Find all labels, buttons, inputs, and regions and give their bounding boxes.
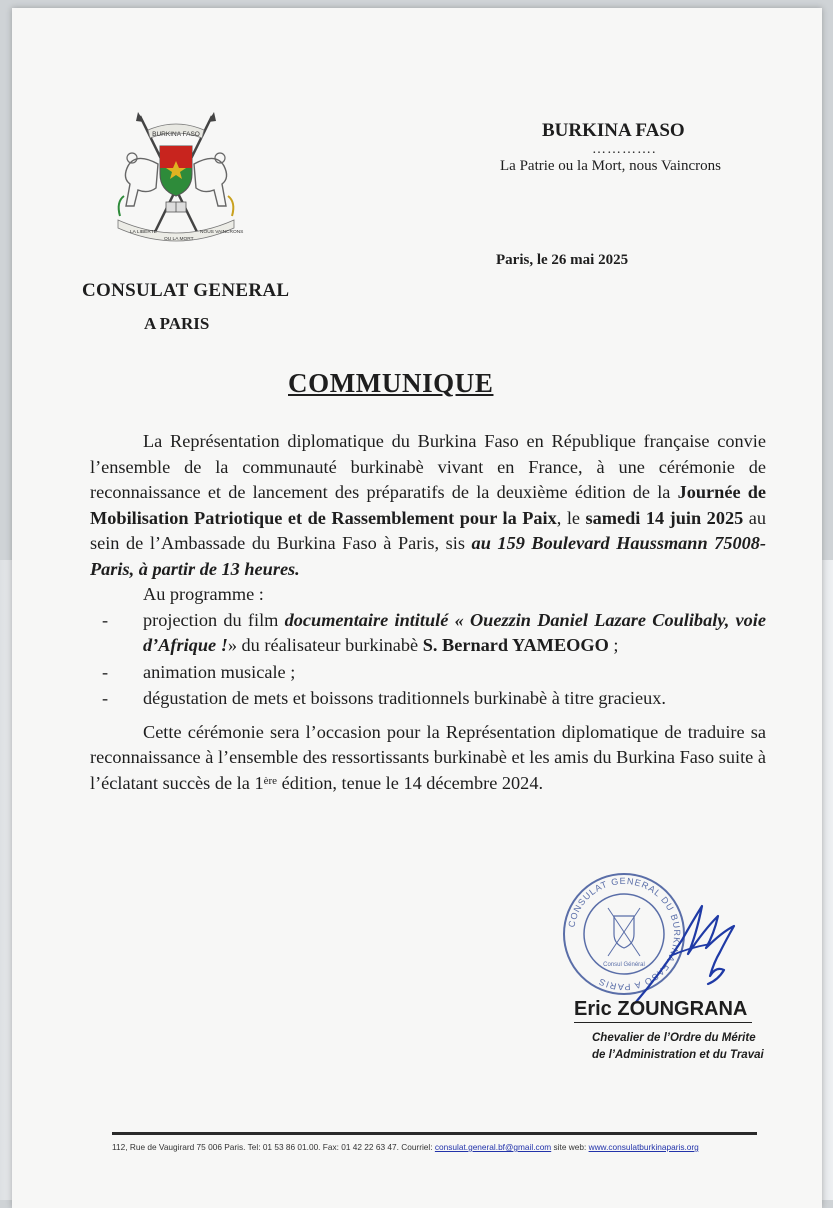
- footer-address: 112, Rue de Vaugirard 75 006 Paris. Tel: 01 53 86 01.00. Fax: 01 42 22 63 47. Courriel:: [112, 1142, 435, 1152]
- list-item: - projection du film documentaire intitulé « Ouezzin Daniel Lazare Coulibaly, voie d’Afrique !» du réalisateur burkinabè S. Bernard YAMEOGO ;: [102, 609, 767, 655]
- header-dots: ………….: [592, 142, 657, 157]
- event-venue: au 159 Boulevard Haussmann 75008-Paris, à partir de 13 heures.: [90, 533, 766, 579]
- footer-divider: [112, 1132, 757, 1135]
- item1-text-2: » du réalisateur burkinabè: [227, 635, 423, 655]
- document-date: Paris, le 26 mai 2025: [496, 252, 629, 268]
- document-body: [90, 429, 766, 796]
- signatory-name: Eric ZOUNGRANA: [574, 998, 748, 1020]
- country-name: BURKINA FASO: [542, 120, 685, 141]
- emblem-ribbon-mid: OU LA MORT: [164, 237, 194, 242]
- national-motto: La Patrie ou la Mort, nous Vaincrons: [500, 158, 721, 174]
- para2-text-2: édition, tenue le 14 décembre 2024.: [277, 772, 544, 793]
- emblem-banner-text: BURKINA FASO: [152, 131, 200, 138]
- item1-text: projection du film: [143, 609, 285, 630]
- para1-text-1: La Représentation diplomatique du Burkina Faso en République française convie l’ensemble de la communauté burkinabè vivant en France, à une cérémonie de reconnaissance et de lancement des préparatifs de la deuxième édition de la: [90, 431, 766, 502]
- handwritten-signature: [630, 896, 740, 1006]
- list-item: - dégustation de mets et boissons traditionnels burkinabè à titre gracieux.: [102, 688, 666, 708]
- paragraph-closing: [90, 720, 766, 797]
- issuer-line-1: CONSULAT GENERAL: [82, 280, 290, 301]
- programme-heading: Au programme :: [143, 584, 264, 604]
- director-name: S. Bernard YAMEOGO: [422, 635, 609, 655]
- paragraph-invitation: [90, 429, 766, 582]
- para2-text-1: Cette cérémonie sera l’occasion pour la Représentation diplomatique de traduire sa reconnaissance à l’ensemble des ressortissants burkinabè et les amis du Burkina Faso suite à l’éclatant succès de la 1: [90, 721, 766, 793]
- emblem-ribbon-right: NOUS VAINCRONS: [200, 230, 244, 235]
- seal-ring-text: CONSULAT GENERAL DU BURKINA FASO A PARIS: [566, 875, 683, 993]
- footer-email-link[interactable]: consulat.general.bf@gmail.com: [434, 1142, 552, 1152]
- item2-text: animation musicale ;: [143, 661, 296, 682]
- item1-end: ;: [608, 635, 619, 655]
- signatory-title-1: Chevalier de l’Ordre du Mérite: [592, 1032, 756, 1044]
- footer-contact: [112, 1142, 772, 1152]
- film-title: documentaire intitulé « Ouezzin Daniel Lazare Coulibaly, voie d’Afrique !: [143, 609, 767, 655]
- issuer-line-2: A PARIS: [144, 314, 210, 333]
- ordinal-superscript: ère: [263, 774, 278, 787]
- seal-inner-text: Consul Général: [603, 962, 645, 968]
- programme-list: [90, 608, 766, 712]
- event-name: Journée de Mobilisation Patriotique et de Rassemblement pour la Paix: [90, 482, 767, 528]
- item3-text: dégustation de mets et boissons traditionnels burkinabè à titre gracieux.: [143, 688, 666, 708]
- para1-text-2: , le: [556, 507, 586, 528]
- document-title: COMMUNIQUE: [288, 368, 494, 398]
- footer-web-label: site web:: [551, 1142, 589, 1152]
- footer-website-link[interactable]: www.consulatburkinaparis.org: [588, 1142, 699, 1152]
- signature-underline: [574, 1022, 752, 1023]
- signatory-title-2: de l’Administration et du Travai: [592, 1049, 764, 1061]
- emblem-ribbon-left: LA LIBERTE: [130, 230, 157, 235]
- para1-text-3: au sein de l’Ambassade du Burkina Faso à Paris, sis: [90, 507, 767, 553]
- list-item: - animation musicale ;: [102, 661, 296, 682]
- event-date: samedi 14 juin 2025: [585, 507, 744, 528]
- coat-of-arms-emblem: [108, 112, 244, 252]
- document-page: [12, 8, 822, 1208]
